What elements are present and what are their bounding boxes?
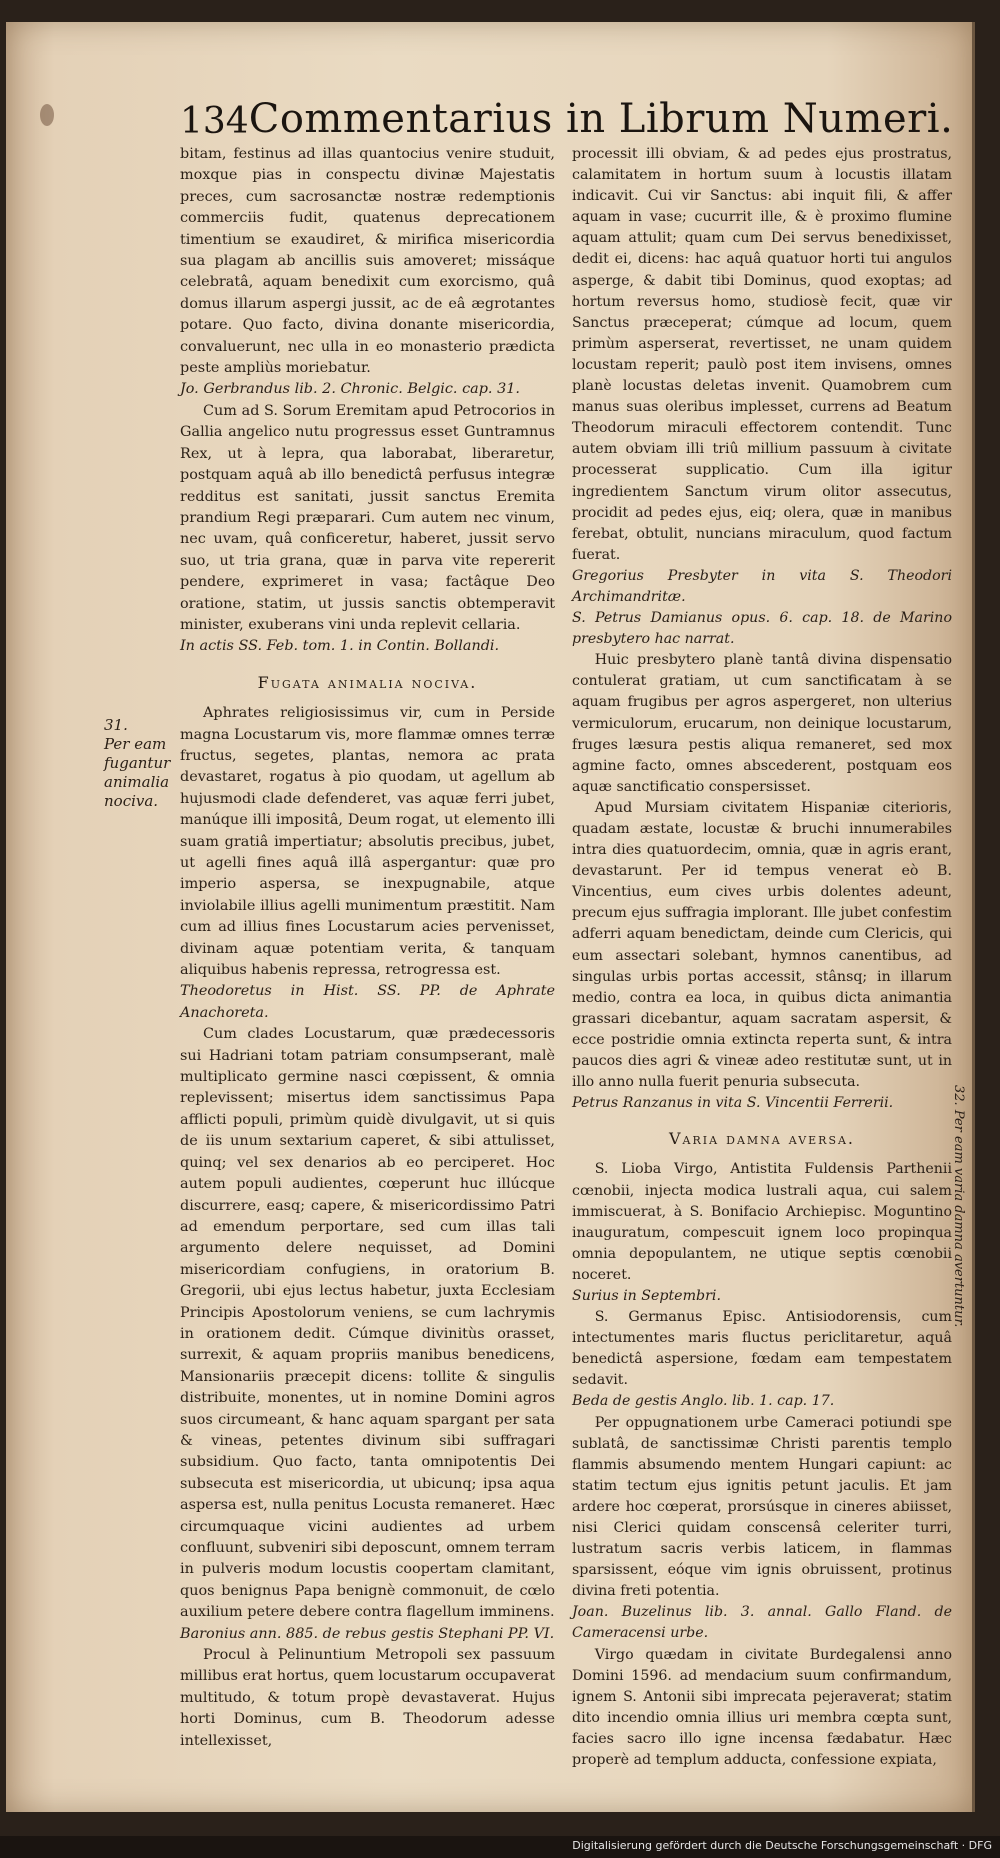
paragraph: bitam, festinus ad illas quantocius venire studuit, moxque pias in conspectu divinæ Majestatis preces, cum sacrosanctæ nostræ redemptionis commerciis fudit, quatenus deprecationem timentium se exaudiret, & mirifica misericordia sua plagam ab ancillis suis amoveret; missáque celebratâ, aquam benedixit cum exorcismo, quâ domus illarum aspergi jussit, ac de eâ ægrotantes potare. Quo facto, divina donante misericordia, convaluerunt, nec ulla in eo monasterio prædicta peste ampliùs moriebatur.: [180, 146, 555, 377]
citation: Gregorius Presbyter in vita S. Theodori Archimandritæ.: [572, 567, 952, 605]
citation: Surius in Septembri.: [572, 1287, 721, 1304]
footer-bar: [0, 1836, 1000, 1858]
left-column: [180, 144, 555, 1752]
ink-stain: [40, 104, 54, 126]
citation: Petrus Ranzanus in vita S. Vincentii Ferrerii.: [572, 1095, 894, 1112]
paragraph: Huic presbytero planè tantâ divina dispensatio contulerat gratiam, ut cum sanctificatam à se aquam frugibus per agros aspergeret, non ulterius vermiculorum, erucarum, non deinique locustarum, fruges læsura pestis aliqua remaneret, sed mox agmine facto, omnes abscederent, postquam eos aquæ sanctificatio conspersisset.: [572, 652, 952, 795]
paragraph: S. Germanus Episc. Antisiodorensis, cum intectumentes maris fluctus periclitaretur, aquâ benedictâ aspersione, fœdam eam tempestatem sedavit.: [572, 1309, 952, 1389]
margin-note-32: [950, 1085, 968, 1327]
page-header: [180, 92, 954, 142]
section-heading: Varia damna aversa.: [668, 1129, 856, 1149]
paragraph: Virgo quædam in civitate Burdegalensi anno Domini 1596. ad mendacium suum confirmandum, ignem S. Antonii sibi imprecata pejeraverat; statim dito incendio omnia illius uri membra cœpta sunt, facies sacro illo igne incensa fædabatur. Hæc properè ad templum adducta, confessione expiata,: [572, 1646, 952, 1769]
paragraph: Cum clades Locustarum, quæ prædecessoris sui Hadriani totam patriam consumpserant, malè multiplicato germine nasci cœpissent, & omnia replevissent; misertus idem sanctissimus Papa afflicti populi, primùm quidè divulgavit, ut si quis de iis unum sextarium caperet, & sibi attulisset, quinq; vel sex denarios ab eo perciperet. Hoc autem populi audientes, cœperunt huc illúcque discurrere, easq; capere, & misericordissimo Patri ad emendum perportare, sed cum illas tali argumento delere nequisset, ad Domini misericordiam confugiens, in oratorium B. Gregorii, ubi ejus lectus habetur, juxta Ecclesiam Principis Apostolorum veniens, se cum lachrymis in orationem dedit. Cúmque divinitùs orasset, surrexit, & aquam propriis manibus benedicens, Mansionariis præcepit dicens: tollite & singulis distribuite, monentes, ut in nomine Domini agros suos circumeant, & hanc aquam spargant per sata & vineas, petentes divinum sibi suffragari subsidium. Quo facto, tanta omnipotentis Dei subsecuta est misericordia, ut ubicunq; ipsa aqua aspersa est, nulla penitus Locusta remaneret. Hæc circumquaque vicini audientes ad urbem confluunt, subveniri sibi deposcunt, omnem terram in pulveris modum locustis coopertam clamitant, quos benignus Papa benignè commonuit, de cœlo auxilium petere debere contra flagellum imminens.: [180, 1026, 555, 1621]
citation: S. Petrus Damianus opus. 6. cap. 18. de Marino presbytero hac narrat.: [572, 610, 952, 648]
digitization-credit: Digitalisierung gefördert durch die Deutsche Forschungsgemeinschaft · DFG: [572, 1839, 992, 1852]
citation: Jo. Gerbrandus lib. 2. Chronic. Belgic. cap. 31.: [180, 381, 520, 398]
citation: Theodoretus in Hist. SS. PP. de Aphrate Anachoreta.: [180, 983, 555, 1021]
margin-note-text: Per eam varia damna avertuntur.: [951, 1109, 966, 1328]
margin-note-number: 31.: [104, 716, 128, 734]
paragraph: Aphrates religiosissimus vir, cum in Perside magna Locustarum vis, more flammæ omnes terræ fructus, segetes, plantas, nemora ac prata devastaret, rogatus à pio quodam, ut agellum ab hujusmodi clade defenderet, vas aquæ ferri jubet, manúque illi impositâ, Deum rogat, ut elemento illi suam gratiâ impertiatur; absolutis precibus, jubet, ut agelli fines aquâ illâ aspergantur: quæ pro imperio aspersa, se inexpugnabile, atque inviolabile illius agelli munimentum præstitit. Nam cum ad illius fines Locustarum acies pervenisset, divinam aquæ potentiam verita, & tanquam aliquibus habenis repressa, retrogressa est.: [180, 705, 555, 979]
citation: Baronius ann. 885. de rebus gestis Stephani PP. VI.: [180, 1625, 555, 1642]
citation: In actis SS. Feb. tom. 1. in Contin. Bollandi.: [180, 638, 500, 655]
margin-note-31: [104, 716, 180, 811]
citation: Joan. Buzelinus lib. 3. annal. Gallo Fland. de Cameracensi urbe.: [572, 1604, 952, 1642]
citation: Beda de gestis Anglo. lib. 1. cap. 17.: [572, 1393, 835, 1410]
paragraph: S. Lioba Virgo, Antistita Fuldensis Parthenii cœnobii, injecta modica lustrali aqua, cui salem immiscuerat, à S. Bonifacio Archiepisc. Moguntino inauguratum, compescuit ignem loco propinqua omnia depopulantem, ne utique septis cœnobii noceret.: [572, 1161, 952, 1283]
running-title: Commentarius in Librum Numeri.: [248, 96, 954, 142]
page-number: 134: [180, 101, 249, 142]
right-column: [572, 144, 952, 1771]
section-heading: Fugata animalia nociva.: [257, 672, 478, 692]
paragraph: Cum ad S. Sorum Eremitam apud Petrocorios in Gallia angelico nutu progressus esset Guntramnus Rex, ut à lepra, qua laborabat, liberaretur, postquam aquâ ab illo benedictâ perfusus integræ redditus est sanitati, jussit sanctus Eremita prandium Regi præparari. Cum autem nec vinum, nec uvam, quâ conficeretur, haberet, jussit servo suo, ut tria grana, quæ in parva vite repererit pendere, exprimeret in vasa; factâque Deo oratione, statim, ut jussis sanctis obtemperavit minister, exuberans vini unda replevit cellaria.: [180, 402, 555, 633]
paragraph: Procul à Pelinuntium Metropoli sex passuum millibus erat hortus, quem locustarum occupaverat multitudo, & totum propè devastaverat. Hujus horti Dominus, cum B. Theodorum adesse intellexisset,: [180, 1647, 555, 1749]
paragraph: Per oppugnationem urbe Cameraci potiundi spe sublatâ, de sanctissimæ Christi parentis templo flammis absumendo mentem Hungari capiunt: ac statim tectum ejus ignitis petunt jaculis. Et jam ardere hoc cœperat, prorsúsque in cineres abiisset, nisi Clerici quidam conscensâ celeriter turri, lustratum sacris verbis laticem, in flammas sparsissent, eóque vim ignis obruissent, protinus divina freti potentia.: [572, 1414, 952, 1600]
paragraph: Apud Mursiam civitatem Hispaniæ citerioris, quadam æstate, locustæ & bruchi innumerabiles intra dies quatuordecim, omnia, quæ in agris erant, devastarunt. Per id tempus venerat eò B. Vincentius, eum cives urbis dolentes adeunt, precum ejus suffragia implorant. Ille jubet confestim adferri aquam benedictam, deinde cum Clericis, qui eum assectari solebant, hymnos canentibus, ad singulas urbis portas accessit, stânsq; in illarum medio, contra ea loca, in quibus dicta animantia grassari dicebantur, aquam sacratam aspersit, & ecce postridie omnia extincta reperta sunt, & intra paucos dies agri & vineæ adeo restitutæ sunt, ut in illo anno nulla fuerit penuria subsecuta.: [572, 799, 952, 1091]
paragraph: processit illi obviam, & ad pedes ejus prostratus, calamitatem in hortum suum à locustis illatam indicavit. Cui vir Sanctus: abi inquit fili, & affer aquam in vase; cucurrit ille, & è proximo flumine aquam attulit; quam cum Dei servus benedixisset, dedit ei, dicens: hac aquâ quatuor horti tui angulos asperge, & dabit tibi Dominus, quod exoptas; ad hortum reversus homo, studiosè fecit, quæ vir Sanctus præceperat; cúmque ad locum, quem primùm asperserat, revertisset, ne unam quidem locustam reperit; paulò post item invisens, omnes planè locustas deletas invenit. Quamobrem cum manus suas oleribus implesset, currens ad Beatum Theodorum miraculi effectorem contendit. Tunc autem obviam illi triû millium passuum à civitate processerat supplicatio. Cum illa igitur ingredientem Sanctum virum olitor assecutus, procidit ad pedes ejus, eiq; olera, quæ in manibus ferebat, obtulit, nuncians miraculum, quod factum fuerat.: [572, 146, 952, 563]
margin-note-text: Per eam fugantur animalia nociva.: [104, 735, 171, 810]
margin-note-number: 32.: [951, 1085, 966, 1106]
